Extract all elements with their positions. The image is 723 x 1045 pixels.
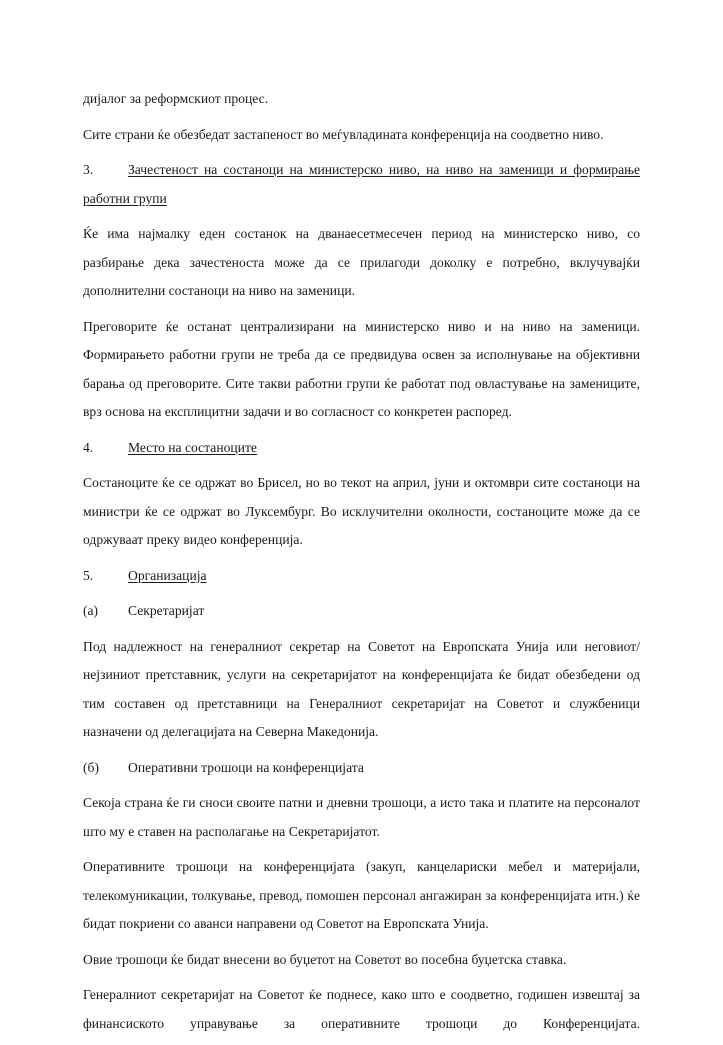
subheading-secretariat — [83, 597, 640, 626]
paragraph-operating-costs: Оперативните трошоци на конференцијата (закуп, канцелариски мебел и материјали, телекомуникации, толкување, превод, помошен персонал ангажиран за конференцијата итн.) ќе бидат покриени со аванси направени од Советот на Европската Унија. — [83, 859, 640, 931]
subsection-number: (а) — [83, 603, 99, 618]
heading-section-5 — [83, 562, 640, 591]
subsection-number: (б) — [83, 759, 99, 775]
paragraph-representation: Сите страни ќе обезбедат застапеност во меѓувладината конференција на соодветно ниво. — [83, 126, 604, 142]
subsection-title: Секретаријат — [128, 603, 205, 618]
paragraph-travel-costs: Секоја страна ќе ги сноси своите патни и дневни трошоци, а исто така и платите на персоналот што му е ставен на располагање на Секретаријатот. — [83, 795, 640, 839]
heading-section-3 — [83, 156, 640, 213]
section-title-line2: работни групи — [83, 190, 167, 206]
paragraph-meeting-frequency: Ќе има најмалку еден состанок на дванаесетмесечен период на министерско ниво, со разбирање дека зачестеноста може да се прилагоди доколку е потребно, вклучувајќи дополнителни состаноци на ниво на заменици. — [83, 226, 640, 298]
subheading-operating-costs — [83, 754, 640, 783]
paragraph-meeting-place: Состаноците ќе се одржат во Брисел, но во текот на април, јуни и октомври сите состаноци на министри ќе се одржат во Луксембург. Во исклучителни околности, состаноците може да се одржуваат преку видео конференција. — [83, 475, 640, 547]
paragraph-budget: Овие трошоци ќе бидат внесени во буџетот на Советот во посебна буџетска ставка. — [83, 951, 567, 967]
section-number: 5. — [83, 567, 94, 583]
subsection-title: Оперативни трошоци на конференцијата — [128, 759, 364, 775]
paragraph-annual-report: Генералниот секретаријат на Советот ќе поднесе, како што е соодветно, годишен извештај за финансиското управување за оперативните трошоци до Конференцијата. — [83, 987, 640, 1031]
paragraph-negotiations: Преговорите ќе останат централизирани на министерско ниво и на ниво на заменици. Формирањето работни групи не треба да се предвидува освен за исполнување на објективни барања од преговорите. Сите такви работни групи ќе работат под овластување на замениците, врз основа на експлицитни задачи и во согласност со конкретен распоред. — [83, 318, 640, 419]
section-number: 3. — [83, 162, 94, 177]
section-title: Место на состаноците — [128, 439, 257, 455]
section-number: 4. — [83, 439, 94, 455]
paragraph-secretariat-services: Под надлежност на генералниот секретар на Советот на Европската Унија или неговиот/нејзиниот претставник, услуги на секретаријатот на конференцијата ќе бидат обезбедени од тим составен од претставници на Генералниот секретаријат на Советот и службеници назначени од делегацијата на Северна Македонија. — [83, 638, 640, 739]
paragraph-dialogue: дијалог за реформскиот процес. — [83, 91, 269, 106]
section-title-line1: Зачестеност на состаноци на министерско ниво, на ниво на заменици и формирање — [128, 162, 640, 177]
document-page — [83, 85, 640, 1045]
section-title: Организација — [128, 567, 207, 583]
heading-section-4 — [83, 434, 640, 463]
